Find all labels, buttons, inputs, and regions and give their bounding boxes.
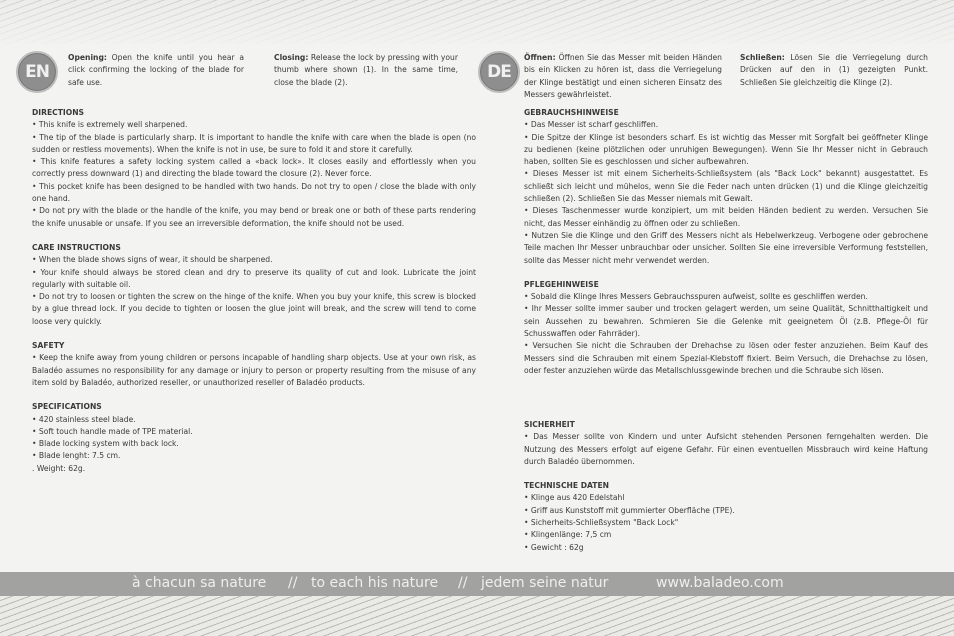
list-item: • Do not pry with the blade or the handle of the knife, you may bend or break one or both of these parts rendering the knife unusable or unsafe. If you see an irreversible deformation, the knife should not be used. [32,206,476,228]
section-title: DIRECTIONS [32,108,85,117]
badge-label: DE [487,62,511,82]
section-title: SICHERHEIT [524,420,575,429]
section-title: PFLEGEHINWEISE [524,279,599,289]
en-specs [32,401,476,475]
slogan-separator: // [288,575,298,591]
slogan-en: to each his nature [311,575,439,591]
list-item: • Griff aus Kunststoff mit gummierter Oberfläche (TPE). [524,505,735,515]
en-body [32,107,476,487]
section-title: CARE INSTRUCTIONS [32,242,121,252]
slogan-de: jedem seine natur [481,575,609,591]
en-care [32,242,476,328]
closing-text: Lösen Sie die Verriegelung durch Drücken auf den in (1) gezeigten Punkt. Schließen Sie gleichzeitig die Klinge (2). [740,53,928,87]
list-item: • The tip of the blade is particularly sharp. It is important to handle the knife with care when the blade is open (no sudden or restless movements). When the knife is not in use, be sure to fold it and store it carefully. [32,132,476,154]
list-item: • Gewicht : 62g [524,542,584,552]
list-item: • This knife is extremely well sharpened. [32,120,188,130]
opening-label: Öffnen: [524,53,556,62]
language-badge-en [16,51,58,93]
list-item: • Das Messer sollte von Kindern und unter Aufsicht stehenden Personen ferngehalten werden. Die Nutzung des Messers erfolgt auf eigene Gefahr. Für einen eventuellen Missbrauch wird keine Haftung durch Baladéo übernommen. [524,432,928,466]
list-item: • Versuchen Sie nicht die Schrauben der Drehachse zu lösen oder fester anzuziehen. Beim Kauf des Messers sind die Schrauben mit einem Spezial-Klebstoff fixiert. Beim Versuch, die Drehachse zu lösen, oder fester anzuziehen würde das Metallschlussgewinde brechen und die Schraube sich lösen. [524,341,928,375]
de-usage [524,107,928,267]
bottom-hatch-decoration [0,596,954,636]
opening-label: Opening: [68,53,107,62]
list-item: • Das Messer ist scharf geschliffen. [524,120,659,130]
de-safety [524,419,928,468]
slogan-banner [0,572,954,596]
opening-text: Open the knife until you hear a click confirming the locking of the blade for safe use. [68,53,244,87]
closing-label: Schließen: [740,53,785,62]
list-item: • Blade locking system with back lock. [32,439,179,449]
list-item: • Soft touch handle made of TPE material. [32,426,193,436]
list-item: • When the blade shows signs of wear, it should be sharpened. [32,255,273,265]
list-item: • Klingenlänge: 7,5 cm [524,530,612,540]
list-item: • Klinge aus 420 Edelstahl [524,493,625,503]
list-item: • This knife features a safety locking system called a «back lock». It closes easily and effortlessly when you correctly press downward (1) and directing the blade toward the closure (2). Never force. [32,157,476,179]
list-item: • Sobald die Klinge Ihres Messers Gebrauchsspuren aufweist, sollte es geschliffen werden. [524,292,868,302]
en-directions [32,107,476,230]
top-hatch-decoration [0,0,954,44]
de-care [524,279,928,377]
de-body [524,107,928,389]
section-title: SPECIFICATIONS [32,402,102,412]
list-item: • Die Spitze der Klinge ist besonders scharf. Es ist wichtig das Messer mit Sorgfalt bei geöffneter Klinge zu bedienen (keine plötzlichen oder unruhigen Bewegungen). Wenn Sie Ihr Messer nicht in Gebrauch haben, sollten Sie es geschlossen und sicher aufbewahren. [524,132,928,167]
closing-label: Closing: [274,53,309,62]
de-specs [524,480,928,554]
website-url: www.baladeo.com [656,575,784,591]
en-safety [32,340,476,389]
list-item: • Sicherheits-Schließsystem "Back Lock" [524,518,679,528]
list-item: • Nutzen Sie die Klinge und den Griff des Messers nicht als Hebelwerkzeug. Verbogene oder gebrochene Teile machen Ihr Messer unbrauchbar oder unsicher. Sollten Sie eine irreversible Verformung feststellen, sollte das Messer nicht mehr verwendet werden. [524,230,928,265]
en-closing [274,52,458,89]
list-item: . Weight: 62g. [32,463,86,473]
list-item: • Ihr Messer sollte immer sauber und trocken gelagert werden, um seine Qualität, Schnitthaltigkeit und sein Aussehen zu bewahren. Schmieren Sie die Gelenke mit geeignetem Öl (z.B. Pflege-Öl für Schusswaffen oder Fahrräder). [524,304,928,339]
list-item: • Blade lenght: 7.5 cm. [32,451,121,461]
slogan-fr: à chacun sa nature [132,575,267,591]
opening-text: Öffnen Sie das Messer mit beiden Händen bis ein Klicken zu hören ist, dass die Verriegelung der Klinge bestätigt und einen sicheren Einsatz des Messers gewährleistet. [524,53,722,99]
slogan-separator: // [458,575,468,591]
de-body-lower [524,419,928,566]
en-opening [68,52,244,89]
language-badge-de [478,51,520,93]
section-title: TECHNISCHE DATEN [524,481,610,491]
list-item: • Do not try to loosen or tighten the screw on the hinge of the knife. When you buy your knife, this screw is blocked by a glue thread lock. If you decide to tighten or loosen the glue joint will break, and the screw will tend to come loose very quickly. [32,292,476,326]
list-item: • Your knife should always be stored clean and dry to preserve its quality of cut and look. Lubricate the joint regularly with suitable oil. [32,267,476,289]
list-item: • Keep the knife away from young children or persons incapable of handling sharp objects. Use at your own risk, as Baladéo assumes no responsibility for any damage or injury to person or property resulting from the misuse of any item sold by Baladéo, authorized reseller, or unauthorized reseller of Baladéo products. [32,353,476,387]
list-item: • 420 stainless steel blade. [32,414,136,424]
badge-label: EN [25,62,49,82]
closing-text: Release the lock by pressing with your thumb where shown (1). In the same time, close the blade (2). [274,53,458,87]
section-title: GEBRAUCHSHINWEISE [524,108,619,117]
section-title: SAFETY [32,341,65,351]
list-item: • Dieses Taschenmesser wurde konzipiert, um mit beiden Händen bedient zu werden. Versuchen Sie nicht, das Messer einhändig zu öffnen oder zu schließen. [524,206,928,228]
list-item: • This pocket knife has been designed to be handled with two hands. Do not try to open / close the blade with only one hand. [32,181,476,204]
de-closing [740,52,928,89]
list-item: • Dieses Messer ist mit einem Sicherheits-Schließsystem (als "Back Lock" bekannt) ausgestattet. Es schließt sich leicht und mühelos, wenn Sie die Feder nach unten drücken (1) und die Klinge gleichzeitig schließen (2). Schließen Sie das Messer niemals mit Gewalt. [524,169,928,204]
de-opening [524,52,722,101]
